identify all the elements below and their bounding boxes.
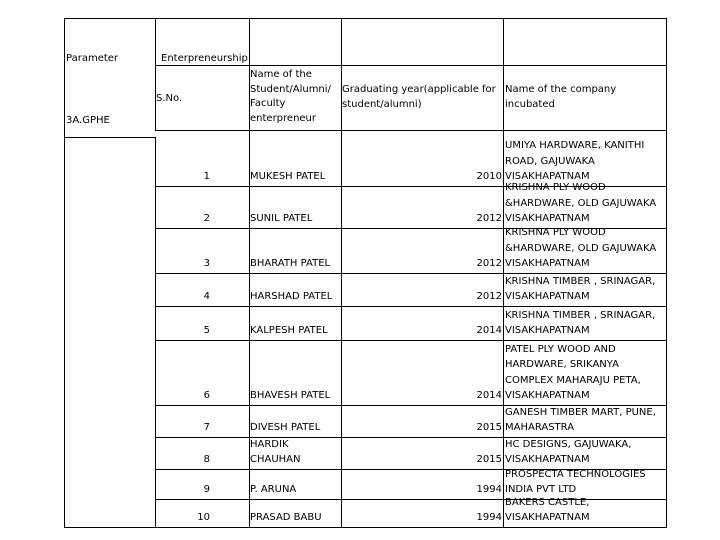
row-company: VISAKHAPATNAM: [505, 512, 590, 523]
header-parameter: Parameter: [66, 53, 119, 64]
row-year: 2015: [476, 454, 502, 465]
row-year: 2012: [476, 213, 502, 224]
header-year-line: Graduating year(applicable for: [342, 84, 496, 95]
grid-line: [64, 18, 65, 528]
grid-line: [155, 18, 156, 131]
row-company: VISAKHAPATNAM: [505, 213, 590, 224]
row-name: PRASAD BABU: [250, 512, 322, 523]
row-year: 2015: [476, 422, 502, 433]
header-name-line: Faculty: [250, 98, 286, 109]
row-company: BAKERS CASTLE,: [505, 496, 590, 508]
row-year: 2014: [476, 325, 502, 336]
header-sno: S.No.: [156, 93, 183, 104]
row-company: PROSPECTA TECHNOLOGIES: [505, 468, 646, 480]
row-company: HARDWARE, SRIKANYA: [505, 359, 619, 370]
row-year: 2010: [476, 171, 502, 182]
grid-line: [155, 130, 667, 131]
header-company: [505, 83, 616, 112]
header-name: [250, 68, 331, 126]
row-sno: 7: [203, 422, 210, 433]
row-company: PATEL PLY WOOD AND: [505, 343, 616, 355]
row-name: HARSHAD PATEL: [250, 291, 333, 302]
header-enterpreneurship: Enterpreneurship: [161, 53, 248, 64]
row-name: MUKESH PATEL: [250, 171, 326, 182]
row-sno: 3: [203, 258, 210, 269]
row-company: GANESH TIMBER MART, PUNE,: [505, 406, 656, 418]
row-company: COMPLEX MAHARAJU PETA,: [505, 374, 641, 386]
grid-line: [155, 499, 667, 500]
row-company: KRISHNA PLY WOOD: [505, 227, 606, 238]
row-year: 2012: [476, 258, 502, 269]
row-name: BHAVESH PATEL: [250, 390, 331, 401]
header-name-line: Name of the: [250, 69, 312, 80]
row-company: HC DESIGNS, GAJUWAKA,: [505, 438, 632, 450]
row-name: HARDIK: [250, 438, 289, 450]
row-name: SUNIL PATEL: [250, 213, 313, 224]
row-company: UMIYA HARDWARE, KANITHI: [505, 140, 645, 151]
row-sno: 9: [203, 484, 210, 495]
row-year: 1994: [476, 512, 502, 523]
row-year: 2014: [476, 390, 502, 401]
row-company: VISAKHAPATNAM: [505, 258, 590, 269]
header-company-line: Name of the company: [505, 84, 617, 95]
row-company: VISAKHAPATNAM: [505, 325, 590, 336]
row-company: KRISHNA TIMBER , SRINAGAR,: [505, 309, 656, 321]
row-company: VISAKHAPATNAM: [505, 390, 590, 401]
row-sno: 2: [203, 213, 210, 224]
row-company: ROAD, GAJUWAKA: [505, 155, 595, 167]
section-label: 3A.GPHE: [66, 115, 110, 126]
row-year: 2012: [476, 291, 502, 302]
grid-line: [64, 527, 156, 528]
row-sno: 6: [203, 390, 210, 401]
header-name-line: enterpreneur: [250, 112, 317, 124]
grid-line: [155, 527, 667, 528]
row-company: VISAKHAPATNAM: [505, 171, 590, 182]
row-company: INDIA PVT LTD: [505, 484, 577, 495]
header-year: [342, 83, 496, 112]
row-name: DIVESH PATEL: [250, 422, 321, 433]
row-company: &HARDWARE, OLD GAJUWAKA: [505, 242, 657, 254]
row-sno: 10: [197, 512, 210, 523]
row-company: KRISHNA PLY WOOD: [505, 182, 606, 193]
row-year: 1994: [476, 484, 502, 495]
row-sno: 5: [203, 325, 210, 336]
row-company: KRISHNA TIMBER , SRINAGAR,: [505, 275, 656, 287]
row-sno: 8: [203, 454, 210, 465]
row-company: VISAKHAPATNAM: [505, 454, 590, 465]
header-name-line: Student/Alumni/: [250, 83, 331, 95]
row-name: P. ARUNA: [250, 484, 297, 495]
header-company-line: incubated: [505, 98, 555, 110]
row-company: VISAKHAPATNAM: [505, 291, 590, 302]
row-name: BHARATH PATEL: [250, 258, 331, 269]
row-sno: 4: [203, 291, 210, 302]
grid-line: [64, 137, 156, 138]
row-company: &HARDWARE, OLD GAJUWAKA: [505, 197, 657, 209]
grid-line: [64, 18, 667, 19]
row-name: KALPESH PATEL: [250, 325, 328, 336]
row-company: MAHARASTRA: [505, 422, 575, 433]
row-name: CHAUHAN: [250, 454, 301, 465]
header-year-line: student/alumni): [342, 98, 422, 110]
row-sno: 1: [203, 171, 210, 182]
